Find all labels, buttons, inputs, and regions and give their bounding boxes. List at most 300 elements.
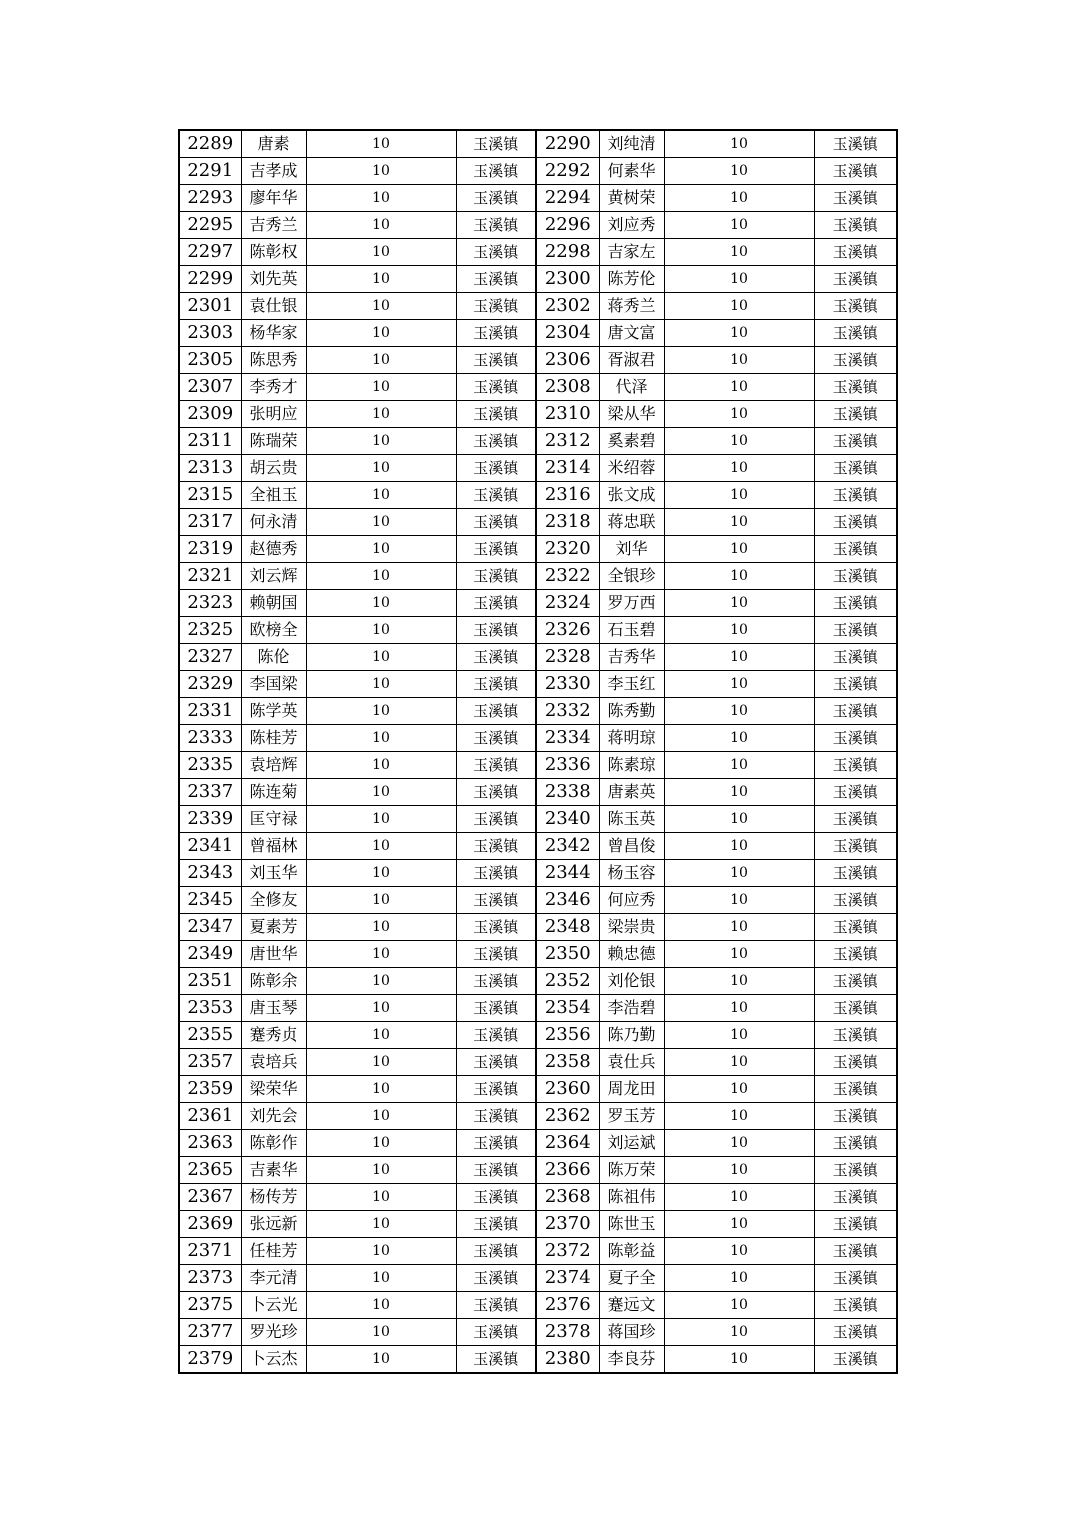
record-number: 2359 xyxy=(179,1076,241,1103)
record-number: 2303 xyxy=(179,320,241,347)
town-name: 玉溪镇 xyxy=(814,1130,897,1157)
table-row xyxy=(179,482,897,509)
amount-value: 10 xyxy=(664,941,814,968)
record-number: 2304 xyxy=(536,320,599,347)
person-name: 何应秀 xyxy=(599,887,664,914)
town-name: 玉溪镇 xyxy=(456,1319,536,1346)
town-name: 玉溪镇 xyxy=(456,914,536,941)
amount-value: 10 xyxy=(664,130,814,158)
person-name: 刘先英 xyxy=(241,266,306,293)
table-row xyxy=(179,158,897,185)
table-row xyxy=(179,401,897,428)
town-name: 玉溪镇 xyxy=(814,401,897,428)
town-name: 玉溪镇 xyxy=(814,644,897,671)
town-name: 玉溪镇 xyxy=(814,779,897,806)
table-row xyxy=(179,563,897,590)
table-row xyxy=(179,752,897,779)
amount-value: 10 xyxy=(664,1157,814,1184)
record-number: 2317 xyxy=(179,509,241,536)
town-name: 玉溪镇 xyxy=(814,509,897,536)
amount-value: 10 xyxy=(664,293,814,320)
table-row xyxy=(179,347,897,374)
amount-value: 10 xyxy=(306,130,456,158)
record-number: 2332 xyxy=(536,698,599,725)
table-row xyxy=(179,1265,897,1292)
amount-value: 10 xyxy=(306,1022,456,1049)
person-name: 袁仕银 xyxy=(241,293,306,320)
person-name: 夏素芳 xyxy=(241,914,306,941)
amount-value: 10 xyxy=(664,590,814,617)
person-name: 赵德秀 xyxy=(241,536,306,563)
table-row xyxy=(179,1103,897,1130)
town-name: 玉溪镇 xyxy=(814,1211,897,1238)
record-number: 2291 xyxy=(179,158,241,185)
amount-value: 10 xyxy=(664,914,814,941)
person-name: 唐玉琴 xyxy=(241,995,306,1022)
record-number: 2376 xyxy=(536,1292,599,1319)
person-name: 米绍蓉 xyxy=(599,455,664,482)
person-name: 蒋秀兰 xyxy=(599,293,664,320)
person-name: 何永清 xyxy=(241,509,306,536)
town-name: 玉溪镇 xyxy=(456,1130,536,1157)
record-number: 2328 xyxy=(536,644,599,671)
town-name: 玉溪镇 xyxy=(814,212,897,239)
town-name: 玉溪镇 xyxy=(814,266,897,293)
town-name: 玉溪镇 xyxy=(814,374,897,401)
person-name: 陈伦 xyxy=(241,644,306,671)
amount-value: 10 xyxy=(306,617,456,644)
table-row xyxy=(179,941,897,968)
record-number: 2343 xyxy=(179,860,241,887)
record-number: 2351 xyxy=(179,968,241,995)
record-number: 2342 xyxy=(536,833,599,860)
amount-value: 10 xyxy=(306,185,456,212)
amount-value: 10 xyxy=(664,1076,814,1103)
amount-value: 10 xyxy=(664,806,814,833)
town-name: 玉溪镇 xyxy=(814,347,897,374)
amount-value: 10 xyxy=(664,320,814,347)
town-name: 玉溪镇 xyxy=(456,374,536,401)
amount-value: 10 xyxy=(664,509,814,536)
amount-value: 10 xyxy=(306,509,456,536)
person-name: 卜云光 xyxy=(241,1292,306,1319)
amount-value: 10 xyxy=(306,698,456,725)
table-row xyxy=(179,1076,897,1103)
record-number: 2324 xyxy=(536,590,599,617)
amount-value: 10 xyxy=(664,725,814,752)
town-name: 玉溪镇 xyxy=(456,1265,536,1292)
table-row xyxy=(179,698,897,725)
record-number: 2366 xyxy=(536,1157,599,1184)
table-row xyxy=(179,1022,897,1049)
amount-value: 10 xyxy=(664,239,814,266)
town-name: 玉溪镇 xyxy=(456,401,536,428)
person-name: 廖年华 xyxy=(241,185,306,212)
record-number: 2354 xyxy=(536,995,599,1022)
amount-value: 10 xyxy=(306,725,456,752)
amount-value: 10 xyxy=(306,806,456,833)
record-number: 2355 xyxy=(179,1022,241,1049)
amount-value: 10 xyxy=(306,644,456,671)
amount-value: 10 xyxy=(664,482,814,509)
record-number: 2356 xyxy=(536,1022,599,1049)
person-name: 刘应秀 xyxy=(599,212,664,239)
person-name: 李元清 xyxy=(241,1265,306,1292)
amount-value: 10 xyxy=(306,320,456,347)
person-name: 陈桂芳 xyxy=(241,725,306,752)
record-number: 2369 xyxy=(179,1211,241,1238)
town-name: 玉溪镇 xyxy=(456,293,536,320)
record-number: 2323 xyxy=(179,590,241,617)
record-number: 2344 xyxy=(536,860,599,887)
record-number: 2290 xyxy=(536,130,599,158)
town-name: 玉溪镇 xyxy=(814,752,897,779)
record-number: 2360 xyxy=(536,1076,599,1103)
town-name: 玉溪镇 xyxy=(814,995,897,1022)
record-number: 2296 xyxy=(536,212,599,239)
amount-value: 10 xyxy=(306,455,456,482)
record-number: 2374 xyxy=(536,1265,599,1292)
person-name: 任桂芳 xyxy=(241,1238,306,1265)
record-number: 2315 xyxy=(179,482,241,509)
town-name: 玉溪镇 xyxy=(814,617,897,644)
town-name: 玉溪镇 xyxy=(456,158,536,185)
amount-value: 10 xyxy=(664,401,814,428)
person-name: 吉秀兰 xyxy=(241,212,306,239)
table-row xyxy=(179,725,897,752)
table-row xyxy=(179,833,897,860)
record-number: 2295 xyxy=(179,212,241,239)
town-name: 玉溪镇 xyxy=(814,1076,897,1103)
record-number: 2305 xyxy=(179,347,241,374)
table-row xyxy=(179,374,897,401)
person-name: 刘先会 xyxy=(241,1103,306,1130)
record-number: 2335 xyxy=(179,752,241,779)
table-row xyxy=(179,1346,897,1374)
amount-value: 10 xyxy=(306,671,456,698)
person-name: 李浩碧 xyxy=(599,995,664,1022)
town-name: 玉溪镇 xyxy=(814,590,897,617)
amount-value: 10 xyxy=(306,1265,456,1292)
record-number: 2379 xyxy=(179,1346,241,1374)
table-row xyxy=(179,1292,897,1319)
person-name: 陈学英 xyxy=(241,698,306,725)
table-row xyxy=(179,644,897,671)
amount-value: 10 xyxy=(306,1184,456,1211)
amount-value: 10 xyxy=(664,887,814,914)
town-name: 玉溪镇 xyxy=(456,860,536,887)
table-row xyxy=(179,428,897,455)
person-name: 陈芳伦 xyxy=(599,266,664,293)
amount-value: 10 xyxy=(306,1346,456,1374)
record-number: 2365 xyxy=(179,1157,241,1184)
amount-value: 10 xyxy=(306,401,456,428)
town-name: 玉溪镇 xyxy=(456,995,536,1022)
amount-value: 10 xyxy=(664,1184,814,1211)
table-row xyxy=(179,1157,897,1184)
town-name: 玉溪镇 xyxy=(456,806,536,833)
amount-value: 10 xyxy=(306,428,456,455)
person-name: 曾福林 xyxy=(241,833,306,860)
record-number: 2339 xyxy=(179,806,241,833)
person-name: 代泽 xyxy=(599,374,664,401)
person-name: 陈世玉 xyxy=(599,1211,664,1238)
town-name: 玉溪镇 xyxy=(456,455,536,482)
record-number: 2353 xyxy=(179,995,241,1022)
person-name: 卜云杰 xyxy=(241,1346,306,1374)
record-number: 2309 xyxy=(179,401,241,428)
table-row xyxy=(179,806,897,833)
amount-value: 10 xyxy=(306,239,456,266)
record-number: 2373 xyxy=(179,1265,241,1292)
town-name: 玉溪镇 xyxy=(456,779,536,806)
amount-value: 10 xyxy=(664,1211,814,1238)
town-name: 玉溪镇 xyxy=(456,1238,536,1265)
person-name: 杨传芳 xyxy=(241,1184,306,1211)
person-name: 唐素英 xyxy=(599,779,664,806)
record-number: 2362 xyxy=(536,1103,599,1130)
amount-value: 10 xyxy=(306,1292,456,1319)
town-name: 玉溪镇 xyxy=(456,1103,536,1130)
town-name: 玉溪镇 xyxy=(456,347,536,374)
person-name: 刘华 xyxy=(599,536,664,563)
town-name: 玉溪镇 xyxy=(456,563,536,590)
amount-value: 10 xyxy=(306,1238,456,1265)
amount-value: 10 xyxy=(306,563,456,590)
record-number: 2367 xyxy=(179,1184,241,1211)
town-name: 玉溪镇 xyxy=(456,617,536,644)
town-name: 玉溪镇 xyxy=(456,212,536,239)
record-number: 2312 xyxy=(536,428,599,455)
table-row xyxy=(179,1211,897,1238)
amount-value: 10 xyxy=(306,1049,456,1076)
person-name: 欧榜全 xyxy=(241,617,306,644)
record-number: 2334 xyxy=(536,725,599,752)
person-name: 刘玉华 xyxy=(241,860,306,887)
record-number: 2380 xyxy=(536,1346,599,1374)
roster-table xyxy=(178,129,898,1374)
record-number: 2293 xyxy=(179,185,241,212)
amount-value: 10 xyxy=(664,752,814,779)
table-row xyxy=(179,239,897,266)
person-name: 黄树荣 xyxy=(599,185,664,212)
record-number: 2311 xyxy=(179,428,241,455)
table-row xyxy=(179,1238,897,1265)
record-number: 2325 xyxy=(179,617,241,644)
table-row xyxy=(179,536,897,563)
town-name: 玉溪镇 xyxy=(456,671,536,698)
record-number: 2340 xyxy=(536,806,599,833)
amount-value: 10 xyxy=(664,995,814,1022)
town-name: 玉溪镇 xyxy=(456,968,536,995)
record-number: 2336 xyxy=(536,752,599,779)
record-number: 2364 xyxy=(536,1130,599,1157)
town-name: 玉溪镇 xyxy=(456,698,536,725)
record-number: 2333 xyxy=(179,725,241,752)
person-name: 胡云贵 xyxy=(241,455,306,482)
person-name: 全祖玉 xyxy=(241,482,306,509)
town-name: 玉溪镇 xyxy=(814,563,897,590)
amount-value: 10 xyxy=(664,698,814,725)
record-number: 2363 xyxy=(179,1130,241,1157)
town-name: 玉溪镇 xyxy=(456,1022,536,1049)
amount-value: 10 xyxy=(664,860,814,887)
town-name: 玉溪镇 xyxy=(814,1103,897,1130)
amount-value: 10 xyxy=(664,212,814,239)
amount-value: 10 xyxy=(664,671,814,698)
amount-value: 10 xyxy=(306,941,456,968)
table-row xyxy=(179,995,897,1022)
amount-value: 10 xyxy=(306,833,456,860)
amount-value: 10 xyxy=(664,347,814,374)
table-row xyxy=(179,130,897,158)
amount-value: 10 xyxy=(664,1049,814,1076)
record-number: 2297 xyxy=(179,239,241,266)
table-row xyxy=(179,1049,897,1076)
person-name: 梁从华 xyxy=(599,401,664,428)
person-name: 蒋忠联 xyxy=(599,509,664,536)
record-number: 2330 xyxy=(536,671,599,698)
person-name: 刘运斌 xyxy=(599,1130,664,1157)
amount-value: 10 xyxy=(306,266,456,293)
town-name: 玉溪镇 xyxy=(456,239,536,266)
amount-value: 10 xyxy=(664,1130,814,1157)
amount-value: 10 xyxy=(664,644,814,671)
person-name: 杨华家 xyxy=(241,320,306,347)
person-name: 罗万西 xyxy=(599,590,664,617)
town-name: 玉溪镇 xyxy=(814,1319,897,1346)
town-name: 玉溪镇 xyxy=(456,1184,536,1211)
amount-value: 10 xyxy=(664,833,814,860)
person-name: 李良芬 xyxy=(599,1346,664,1374)
record-number: 2357 xyxy=(179,1049,241,1076)
town-name: 玉溪镇 xyxy=(814,1157,897,1184)
record-number: 2301 xyxy=(179,293,241,320)
town-name: 玉溪镇 xyxy=(814,428,897,455)
person-name: 曾昌俊 xyxy=(599,833,664,860)
amount-value: 10 xyxy=(664,563,814,590)
town-name: 玉溪镇 xyxy=(814,671,897,698)
record-number: 2310 xyxy=(536,401,599,428)
town-name: 玉溪镇 xyxy=(814,239,897,266)
amount-value: 10 xyxy=(306,293,456,320)
person-name: 张远新 xyxy=(241,1211,306,1238)
record-number: 2346 xyxy=(536,887,599,914)
record-number: 2352 xyxy=(536,968,599,995)
amount-value: 10 xyxy=(306,968,456,995)
person-name: 蒋国珍 xyxy=(599,1319,664,1346)
person-name: 陈乃勤 xyxy=(599,1022,664,1049)
person-name: 蹇秀贞 xyxy=(241,1022,306,1049)
person-name: 赖朝国 xyxy=(241,590,306,617)
person-name: 张明应 xyxy=(241,401,306,428)
amount-value: 10 xyxy=(664,1292,814,1319)
person-name: 罗玉芳 xyxy=(599,1103,664,1130)
person-name: 唐世华 xyxy=(241,941,306,968)
table-row xyxy=(179,779,897,806)
person-name: 陈思秀 xyxy=(241,347,306,374)
town-name: 玉溪镇 xyxy=(456,1211,536,1238)
person-name: 罗光珍 xyxy=(241,1319,306,1346)
record-number: 2341 xyxy=(179,833,241,860)
amount-value: 10 xyxy=(664,1022,814,1049)
amount-value: 10 xyxy=(664,1346,814,1374)
town-name: 玉溪镇 xyxy=(456,1346,536,1374)
person-name: 张文成 xyxy=(599,482,664,509)
table-row xyxy=(179,860,897,887)
record-number: 2319 xyxy=(179,536,241,563)
person-name: 赖忠德 xyxy=(599,941,664,968)
record-number: 2350 xyxy=(536,941,599,968)
table-row xyxy=(179,320,897,347)
town-name: 玉溪镇 xyxy=(814,806,897,833)
record-number: 2368 xyxy=(536,1184,599,1211)
amount-value: 10 xyxy=(664,455,814,482)
table-row xyxy=(179,671,897,698)
amount-value: 10 xyxy=(664,158,814,185)
amount-value: 10 xyxy=(306,1130,456,1157)
person-name: 夏子全 xyxy=(599,1265,664,1292)
record-number: 2299 xyxy=(179,266,241,293)
record-number: 2331 xyxy=(179,698,241,725)
town-name: 玉溪镇 xyxy=(814,1346,897,1374)
record-number: 2338 xyxy=(536,779,599,806)
record-number: 2314 xyxy=(536,455,599,482)
town-name: 玉溪镇 xyxy=(814,536,897,563)
town-name: 玉溪镇 xyxy=(456,536,536,563)
person-name: 杨玉容 xyxy=(599,860,664,887)
record-number: 2371 xyxy=(179,1238,241,1265)
table-row xyxy=(179,509,897,536)
town-name: 玉溪镇 xyxy=(814,725,897,752)
person-name: 唐素 xyxy=(241,130,306,158)
town-name: 玉溪镇 xyxy=(456,1292,536,1319)
record-number: 2300 xyxy=(536,266,599,293)
person-name: 胥淑君 xyxy=(599,347,664,374)
table-row xyxy=(179,617,897,644)
amount-value: 10 xyxy=(664,1103,814,1130)
record-number: 2378 xyxy=(536,1319,599,1346)
person-name: 陈彰余 xyxy=(241,968,306,995)
amount-value: 10 xyxy=(306,860,456,887)
amount-value: 10 xyxy=(664,374,814,401)
record-number: 2307 xyxy=(179,374,241,401)
person-name: 吉家左 xyxy=(599,239,664,266)
amount-value: 10 xyxy=(306,752,456,779)
table-row xyxy=(179,266,897,293)
amount-value: 10 xyxy=(664,266,814,293)
person-name: 李秀才 xyxy=(241,374,306,401)
town-name: 玉溪镇 xyxy=(814,887,897,914)
record-number: 2327 xyxy=(179,644,241,671)
town-name: 玉溪镇 xyxy=(814,1184,897,1211)
town-name: 玉溪镇 xyxy=(814,1265,897,1292)
table-row xyxy=(179,914,897,941)
table-row xyxy=(179,185,897,212)
town-name: 玉溪镇 xyxy=(814,1049,897,1076)
record-number: 2308 xyxy=(536,374,599,401)
table-row xyxy=(179,1184,897,1211)
record-number: 2306 xyxy=(536,347,599,374)
amount-value: 10 xyxy=(306,779,456,806)
table-row xyxy=(179,455,897,482)
record-number: 2345 xyxy=(179,887,241,914)
town-name: 玉溪镇 xyxy=(814,833,897,860)
record-number: 2361 xyxy=(179,1103,241,1130)
person-name: 匡守禄 xyxy=(241,806,306,833)
person-name: 李国梁 xyxy=(241,671,306,698)
record-number: 2289 xyxy=(179,130,241,158)
